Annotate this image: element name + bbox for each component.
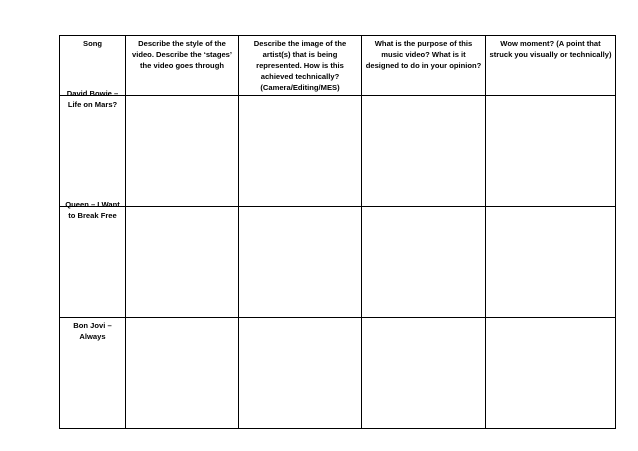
answer-cell-style[interactable] — [126, 318, 239, 429]
answer-cell-purpose[interactable] — [362, 207, 486, 318]
table-row — [60, 207, 616, 318]
answer-cell-wow[interactable] — [486, 207, 616, 318]
answer-cell-wow[interactable] — [486, 318, 616, 429]
song-title: Bon Jovi – Always — [73, 321, 112, 341]
song-cell — [60, 89, 126, 207]
answer-cell-image[interactable] — [239, 207, 362, 318]
header-wow-moment: Wow moment? (A point that struck you visually or technically) — [486, 36, 616, 96]
music-video-analysis-table — [59, 35, 616, 429]
answer-cell-purpose[interactable] — [362, 318, 486, 429]
header-song: Song — [60, 36, 126, 96]
answer-cell-purpose[interactable] — [362, 96, 486, 207]
song-cell — [60, 200, 126, 318]
header-row — [60, 36, 616, 96]
header-purpose: What is the purpose of this music video? What is it designed to do in your opinion? — [362, 36, 486, 96]
answer-cell-wow[interactable] — [486, 96, 616, 207]
header-style-stages: Describe the style of the video. Describe the ‘stages’ the video goes through — [126, 36, 239, 96]
answer-cell-image[interactable] — [239, 318, 362, 429]
song-title: David Bowie – Life on Mars? — [66, 89, 119, 109]
answer-cell-image[interactable] — [239, 96, 362, 207]
song-title: Queen – I Want to Break Free — [65, 200, 120, 220]
table-row — [60, 318, 616, 429]
table-row — [60, 96, 616, 207]
answer-cell-style[interactable] — [126, 207, 239, 318]
song-cell — [60, 318, 126, 429]
answer-cell-style[interactable] — [126, 96, 239, 207]
header-artist-image: Describe the image of the artist(s) that is being represented. How is this achieved technically? (Camera/Editing/MES) — [239, 36, 362, 96]
